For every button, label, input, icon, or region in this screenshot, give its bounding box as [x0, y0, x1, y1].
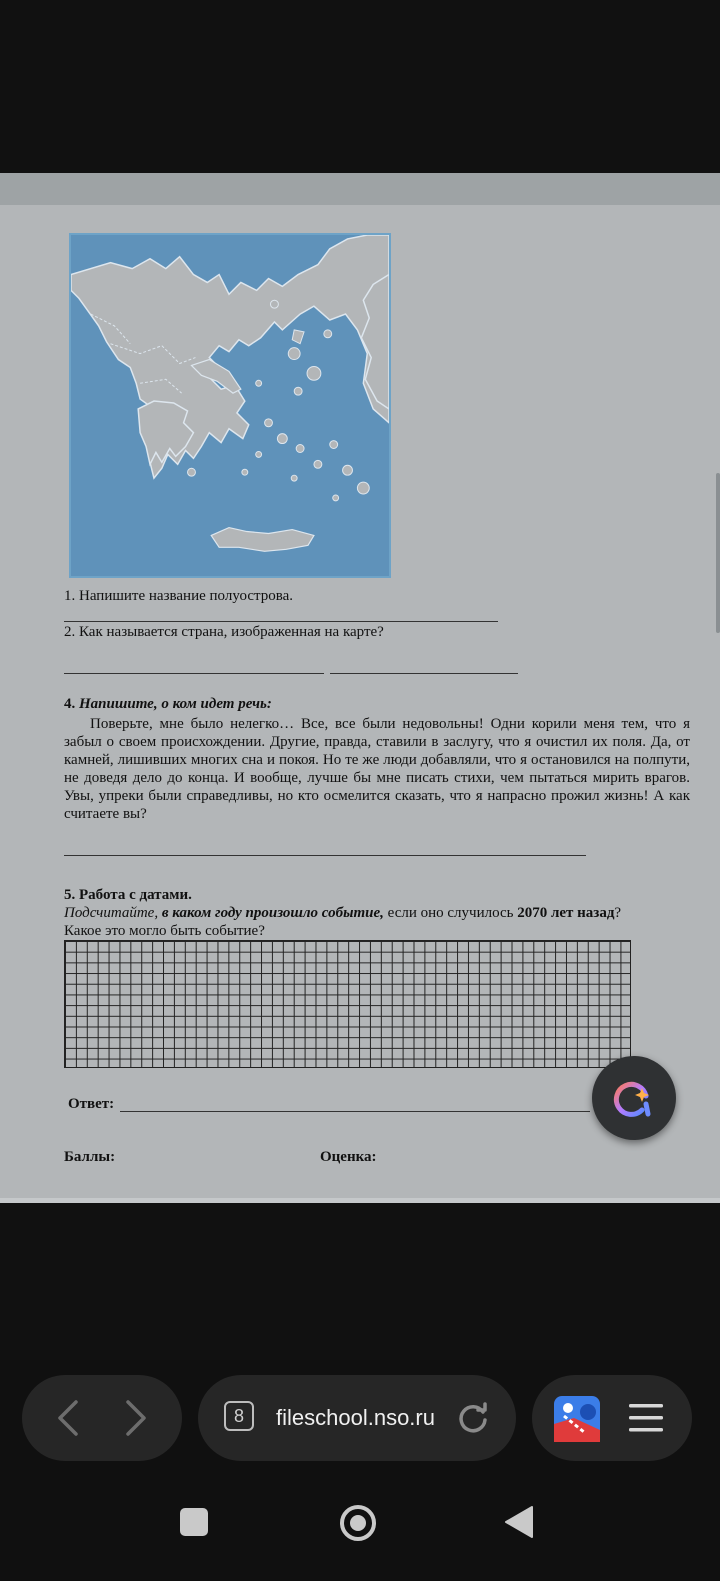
recents-button[interactable]: [178, 1506, 210, 1538]
page-divider: [0, 1198, 720, 1203]
extension-game-icon[interactable]: [554, 1396, 600, 1442]
question-4-title: Напишите, о ком идет речь:: [79, 696, 272, 712]
ai-assistant-icon: [612, 1076, 656, 1120]
answer-line-4[interactable]: [64, 855, 586, 856]
url-text[interactable]: fileschool.nso.ru: [276, 1405, 435, 1430]
question-4-number: 4.: [64, 696, 76, 712]
calculation-grid[interactable]: [64, 940, 631, 1068]
home-button[interactable]: [338, 1503, 378, 1543]
question-5-title: 5. Работа с датами.: [64, 887, 192, 903]
question-2: 2. Как называется страна, изображенная на карте?: [64, 624, 384, 640]
back-button[interactable]: [54, 1400, 82, 1436]
answer-line-1[interactable]: [64, 621, 498, 622]
answer-line-2b[interactable]: [330, 673, 518, 674]
scrollbar[interactable]: [716, 473, 720, 633]
reload-icon[interactable]: [456, 1401, 490, 1435]
question-5-end: ?: [614, 905, 622, 921]
answer-label: Ответ:: [68, 1096, 115, 1112]
answer-line-final[interactable]: [120, 1111, 590, 1112]
question-4-heading: [64, 695, 272, 713]
ai-assistant-button[interactable]: [592, 1056, 676, 1140]
document-page[interactable]: [0, 173, 720, 1203]
question-5-line-2: Какое это могло быть событие?: [64, 923, 265, 939]
tabs-button[interactable]: 8: [224, 1401, 254, 1431]
greece-map: [69, 233, 391, 578]
map-graphic: [71, 235, 389, 576]
forward-button[interactable]: [122, 1400, 150, 1436]
question-4-text: Поверьте, мне было нелегко… Все, все были недовольны! Одни корили меня тем, что я забыл о своем происхождении. Другие, правда, ставили в заслугу, что я очистил их поля. Да, от камней, лишивших многих сна и покоя. Но те же люди добавляли, что я остановился на полпути, не доведя дело до конца. И вообще, лучше бы мне писать стихи, чем пытаться мирить врагов. Увы, упреки были справедливы, но кто осмелится сказать, что я напрасно прожил жизнь! А как считаете вы?: [64, 716, 690, 822]
question-5-bold-italic: в каком году произошло событие,: [161, 905, 384, 921]
answer-line-2a[interactable]: [64, 673, 324, 674]
points-label: Баллы:: [64, 1149, 116, 1165]
question-5-line-1: [64, 904, 621, 922]
nav-buttons-group: [22, 1375, 182, 1461]
question-1: 1. Напишите название полуострова.: [64, 588, 294, 604]
hamburger-menu-icon[interactable]: [628, 1402, 664, 1434]
status-area: [0, 0, 720, 173]
system-back-button[interactable]: [502, 1505, 534, 1539]
grade-label: Оценка:: [320, 1149, 377, 1165]
question-5-mid: если оно случилось: [387, 905, 514, 921]
question-5-years: 2070 лет назад: [517, 905, 615, 921]
question-5-italic: Подсчитайте,: [64, 905, 159, 921]
document-header-band: [0, 173, 720, 205]
